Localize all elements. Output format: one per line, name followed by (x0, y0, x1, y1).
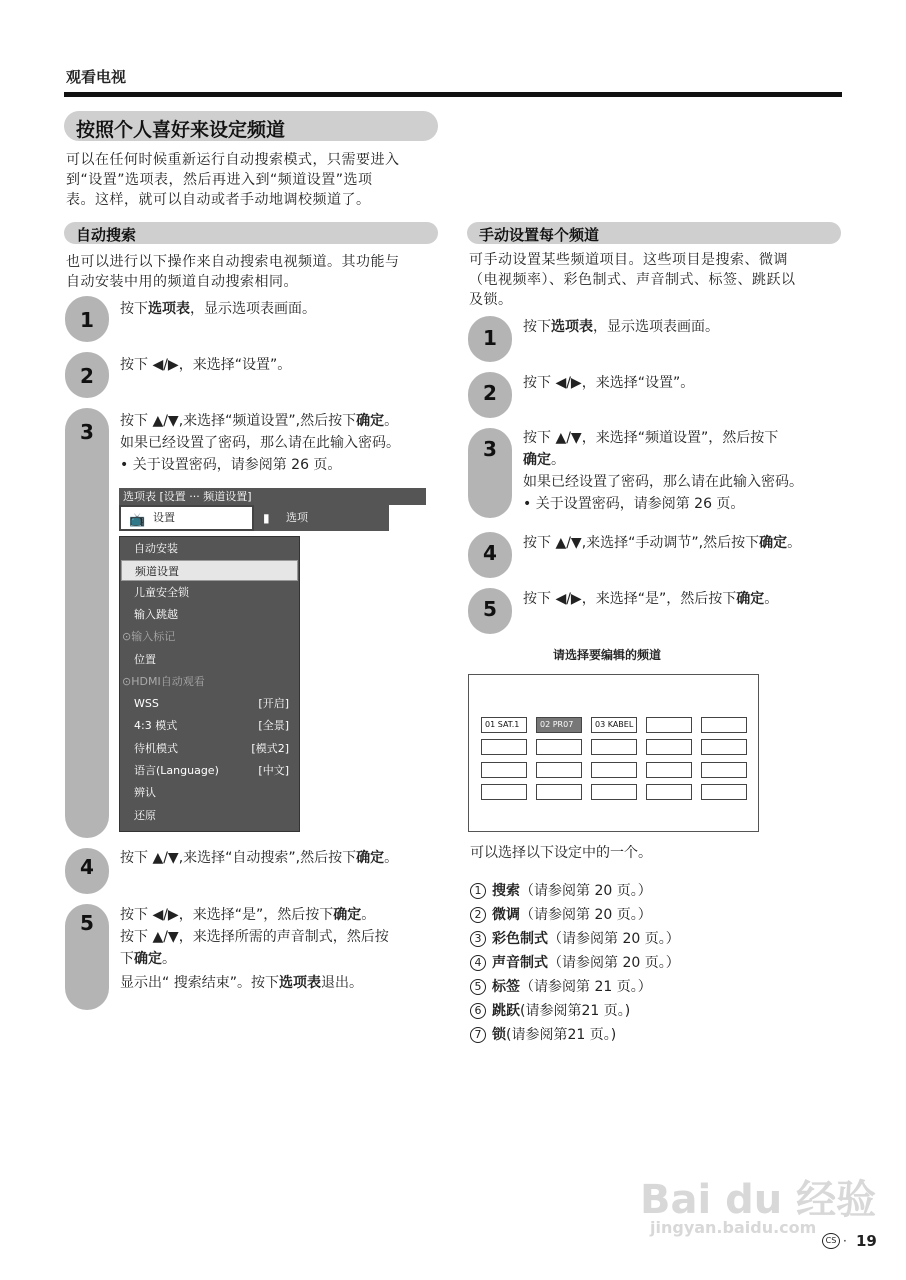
menu-item-hdmi-auto[interactable]: ⊙HDMI自动观看 (122, 675, 205, 688)
watermark-url: jingyan.baidu.com (650, 1218, 817, 1237)
menu-item-wss[interactable]: WSS [开启] (134, 697, 289, 710)
menu-item-channel-setup[interactable]: 频道设置 (121, 560, 298, 581)
option-item: 3 彩色制式（请参阅第 20 页。） (470, 928, 680, 948)
channel-cell[interactable] (591, 739, 637, 755)
tab-options[interactable] (254, 505, 389, 531)
channel-grid (468, 674, 759, 832)
option-item: 4 声音制式（请参阅第 20 页。） (470, 952, 680, 972)
menu-item-input-skip[interactable]: 输入跳越 (134, 608, 178, 621)
choose-text: 可以选择以下设定中的一个。 (470, 845, 652, 861)
step-3-badge (65, 408, 109, 838)
right-step-4-text: 按下 ▲/▼,来选择“手动调节”,然后按下确定。 (523, 535, 802, 551)
tv-icon: 📺 (129, 513, 146, 528)
channel-cell[interactable] (536, 784, 582, 800)
channel-cell[interactable] (701, 784, 747, 800)
left-step-3-text: 按下 ▲/▼,来选择“频道设置”,然后按下确定。 如果已经设置了密码，那么请在此输入密码。 • 关于设置密码，请参阅第 26 页。 (120, 413, 400, 473)
step-number: 2 (483, 381, 497, 405)
option-item: 2 微调（请参阅第 20 页。） (470, 904, 652, 924)
menu-item-position[interactable]: 位置 (134, 653, 156, 666)
menu-item-reset[interactable]: 还原 (134, 809, 156, 822)
osd-title-bar: 选项表 [设置 ··· 频道设置] (119, 488, 426, 505)
grid-title: 请选择要编辑的频道 (553, 648, 662, 662)
channel-cell[interactable] (646, 739, 692, 755)
step-number: 1 (483, 326, 497, 350)
step-number: 3 (80, 420, 94, 444)
channel-cell[interactable] (591, 784, 637, 800)
left-step-4-text: 按下 ▲/▼,来选择“自动搜索”,然后按下确定。 (120, 850, 399, 866)
channel-cell[interactable] (536, 739, 582, 755)
option-item: 6 跳跃(请参阅第21 页。) (470, 1000, 630, 1020)
page-title: 按照个人喜好来设定频道 (76, 119, 286, 141)
tab-options-label: 选项 (286, 511, 308, 524)
right-step-5-text: 按下 ◀/▶，来选择“是”，然后按下确定。 (523, 591, 779, 607)
desc-line: 可手动设置某些频道项目。这些项目是搜索、微调 (469, 252, 788, 268)
menu-item-standby-mode[interactable]: 待机模式 [模式2] (134, 742, 289, 755)
menu-item-language[interactable]: 语言(Language) [中文] (134, 764, 289, 777)
channel-cell[interactable] (646, 717, 692, 733)
step-number: 4 (483, 541, 497, 565)
channel-cell[interactable] (481, 739, 527, 755)
desc-line: （电视频率）、彩色制式、声音制式、标签、跳跃以 (469, 272, 796, 288)
options-icon: ▮ (263, 511, 270, 525)
page-title-banner (64, 111, 438, 141)
channel-cell[interactable]: 03 KABEL (591, 717, 637, 733)
page-number: 19 (856, 1232, 877, 1250)
auto-search-heading (64, 222, 438, 244)
left-step-5-text: 按下 ◀/▶，来选择“是”，然后按下确定。 按下 ▲/▼，来选择所需的声音制式，然后按 下确定。 显示出“ 搜索结束”。按下选项表退出。 (120, 907, 389, 991)
right-step-3-text: 按下 ▲/▼，来选择“频道设置”，然后按下 确定。 如果已经设置了密码，那么请在此输入密码。 • 关于设置密码，请参阅第 26 页。 (523, 430, 803, 512)
desc-line: 也可以进行以下操作来自动搜索电视频道。其功能与 (66, 254, 400, 270)
desc-line: 自动安装中用的频道自动搜索相同。 (66, 274, 298, 290)
step-number: 1 (80, 308, 94, 332)
step-number: 4 (80, 855, 94, 879)
manual-setup-heading (467, 222, 841, 244)
channel-cell[interactable] (646, 762, 692, 778)
auto-search-heading-text: 自动搜索 (76, 226, 137, 244)
channel-cell[interactable] (481, 762, 527, 778)
channel-cell[interactable] (646, 784, 692, 800)
channel-cell[interactable]: 01 SAT.1 (481, 717, 527, 733)
auto-search-desc (66, 252, 446, 292)
left-step-1-text: 按下选项表，显示选项表画面。 (120, 301, 316, 317)
baidu-watermark: Bai du 经验 (640, 1177, 877, 1223)
tab-setup-label: 设置 (153, 511, 175, 524)
menu-item-child-lock[interactable]: 儿童安全锁 (134, 586, 189, 599)
channel-cell-selected[interactable]: 02 PR07 (536, 717, 582, 733)
channel-cell[interactable] (701, 717, 747, 733)
manual-setup-desc (469, 250, 849, 310)
channel-cell[interactable] (701, 762, 747, 778)
channel-cell[interactable] (536, 762, 582, 778)
right-step-2-text: 按下 ◀/▶，来选择“设置”。 (523, 375, 695, 391)
intro-line: 表。这样，就可以自动或者手动地调校频道了。 (66, 192, 371, 208)
intro-line: 可以在任何时候重新运行自动搜索模式，只需要进入 (66, 152, 400, 168)
step-number: 2 (80, 364, 94, 388)
footer-dot: · (843, 1234, 847, 1248)
option-item: 1 搜索（请参阅第 20 页。） (470, 880, 652, 900)
desc-line: 及锁。 (469, 292, 513, 308)
channel-cell[interactable] (481, 784, 527, 800)
channel-cell[interactable] (701, 739, 747, 755)
section-header: 观看电视 (66, 68, 127, 86)
header-rule (64, 92, 842, 97)
intro-paragraph (66, 150, 446, 210)
language-badge: CS (822, 1233, 840, 1249)
left-step-2-text: 按下 ◀/▶，来选择“设置”。 (120, 357, 292, 373)
menu-item-input-label[interactable]: ⊙输入标记 (122, 630, 176, 643)
option-item: 5 标签（请参阅第 21 页。） (470, 976, 652, 996)
step-number: 5 (483, 597, 497, 621)
step-number: 3 (483, 437, 497, 461)
menu-item-43-mode[interactable]: 4:3 模式 [全景] (134, 719, 289, 732)
step-number: 5 (80, 911, 94, 935)
option-item: 7 锁(请参阅第21 页。) (470, 1024, 616, 1044)
menu-item-auto-install[interactable]: 自动安装 (134, 542, 178, 555)
right-step-1-text: 按下选项表，显示选项表画面。 (523, 319, 719, 335)
osd-menu (119, 536, 300, 832)
intro-line: 到“设置”选项表，然后再进入到“频道设置”选项 (66, 172, 373, 188)
channel-cell[interactable] (591, 762, 637, 778)
manual-setup-heading-text: 手动设置每个频道 (479, 226, 600, 244)
menu-item-identify[interactable]: 辨认 (134, 786, 156, 799)
tab-setup[interactable] (119, 505, 254, 531)
